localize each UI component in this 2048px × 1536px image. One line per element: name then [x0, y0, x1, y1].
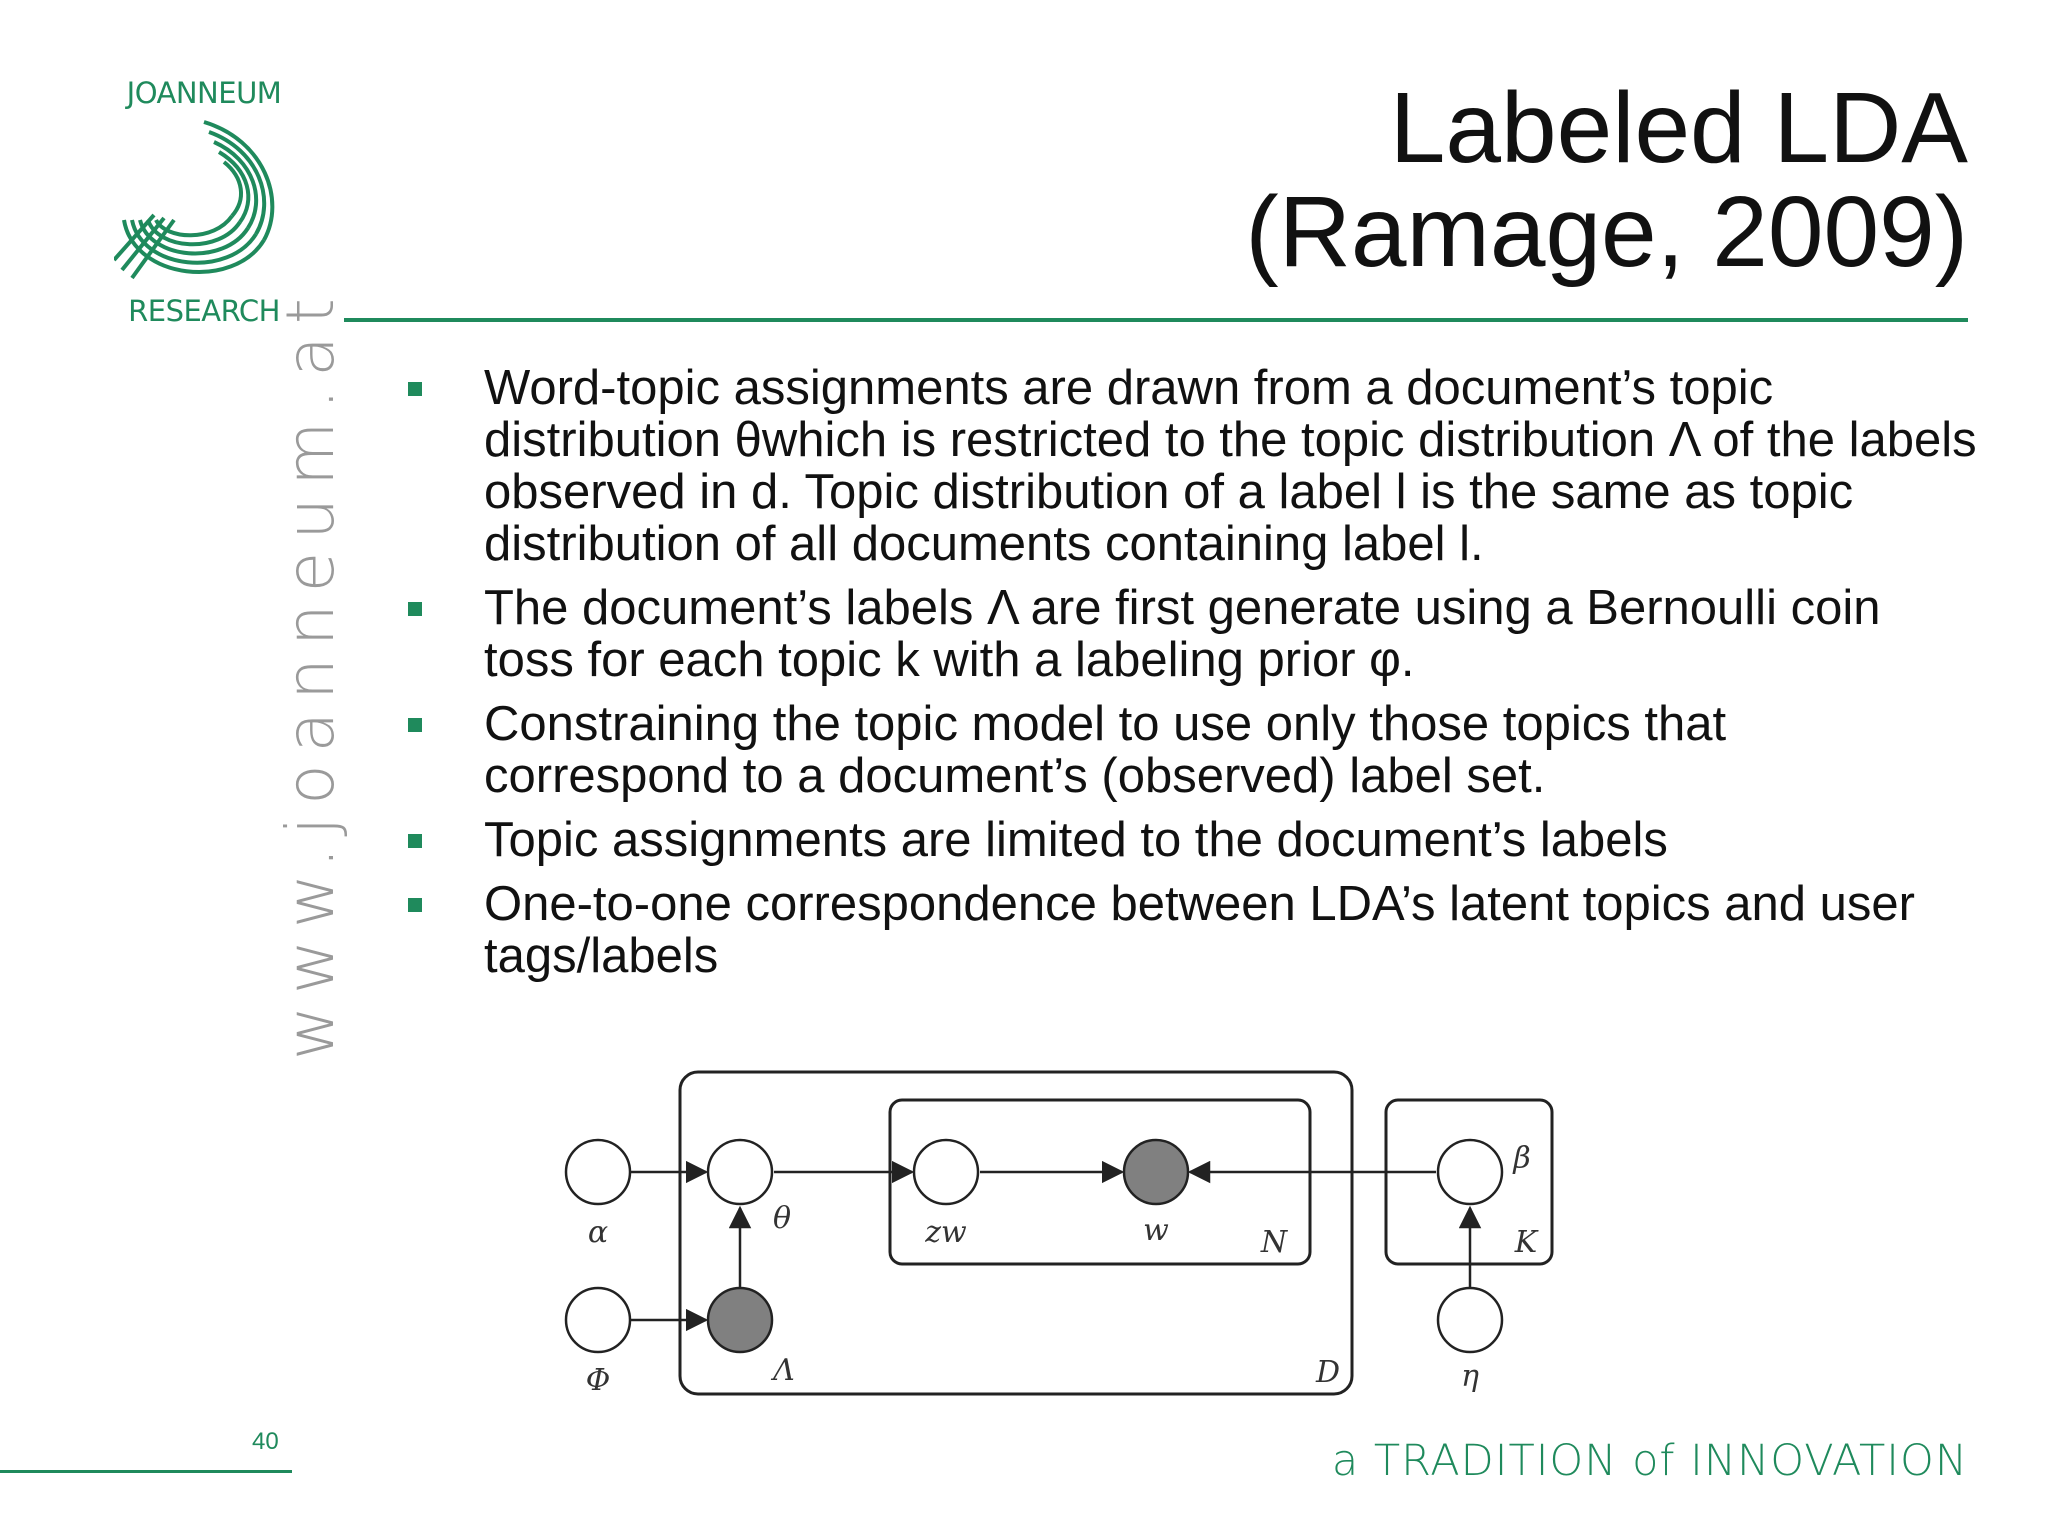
label-n: N: [1260, 1225, 1288, 1260]
bullet-square-icon: [408, 834, 422, 848]
label-zw: zw: [925, 1215, 967, 1250]
website-url: www.joanneum.at: [272, 286, 349, 1060]
title-line-1: Labeled LDA: [1389, 72, 1968, 184]
bullet-text: Topic assignments are limited to the document’s labels: [484, 813, 1668, 867]
title-line-2: (Ramage, 2009): [1245, 176, 1968, 288]
bullet-item: [404, 582, 1978, 686]
bullet-text: The document’s labels Λ are first generate using a Bernoulli coin toss for each topic k with a labeling prior φ.: [484, 581, 1881, 687]
node-lambda: [708, 1288, 772, 1352]
node-beta: [1438, 1140, 1502, 1204]
slide-title: [1245, 72, 1968, 288]
node-eta: [1438, 1288, 1502, 1352]
label-lambda: Λ: [773, 1353, 795, 1388]
bullet-square-icon: [408, 718, 422, 732]
bullet-square-icon: [408, 382, 422, 396]
bullet-text: One-to-one correspondence between LDA’s latent topics and user tags/labels: [484, 877, 1915, 983]
bullet-square-icon: [408, 602, 422, 616]
node-w: [1124, 1140, 1188, 1204]
bullet-item: [404, 362, 1978, 570]
label-theta: θ: [772, 1201, 792, 1236]
logo-bottom-text: RESEARCH: [128, 294, 280, 328]
footer-tagline: a TRADITION of INNOVATION: [1331, 1436, 1968, 1486]
bullet-square-icon: [408, 898, 422, 912]
label-d: D: [1315, 1355, 1341, 1390]
bullet-text: Word-topic assignments are drawn from a document’s topic distribution θwhich is restricted to the topic distribution Λ of the labels observed in d. Topic distribution of a label l is the same as topic distribution of all documents containing label l.: [484, 361, 1977, 571]
node-zw: [914, 1140, 978, 1204]
title-divider: [344, 318, 1968, 322]
label-beta: β: [1513, 1141, 1531, 1176]
node-phi: [566, 1288, 630, 1352]
label-alpha: α: [587, 1215, 609, 1250]
plate-diagram: [430, 1050, 1570, 1420]
label-k: K: [1514, 1225, 1538, 1260]
label-w: w: [1143, 1213, 1169, 1248]
bullet-item: [404, 878, 1978, 982]
label-phi: Φ: [585, 1363, 611, 1398]
page-number: 40: [252, 1428, 279, 1455]
bullet-item: [404, 814, 1978, 866]
bullet-item: [404, 698, 1978, 802]
footer-divider: [0, 1470, 292, 1473]
logo-top-text: JOANNEUM: [126, 76, 282, 110]
label-eta: η: [1461, 1359, 1479, 1394]
bullet-list: [404, 362, 1978, 994]
bullet-text: Constraining the topic model to use only those topics that correspond to a document’s (observed) label set.: [484, 697, 1727, 803]
node-alpha: [566, 1140, 630, 1204]
node-theta: [708, 1140, 772, 1204]
logo-wave-icon: [114, 120, 294, 290]
